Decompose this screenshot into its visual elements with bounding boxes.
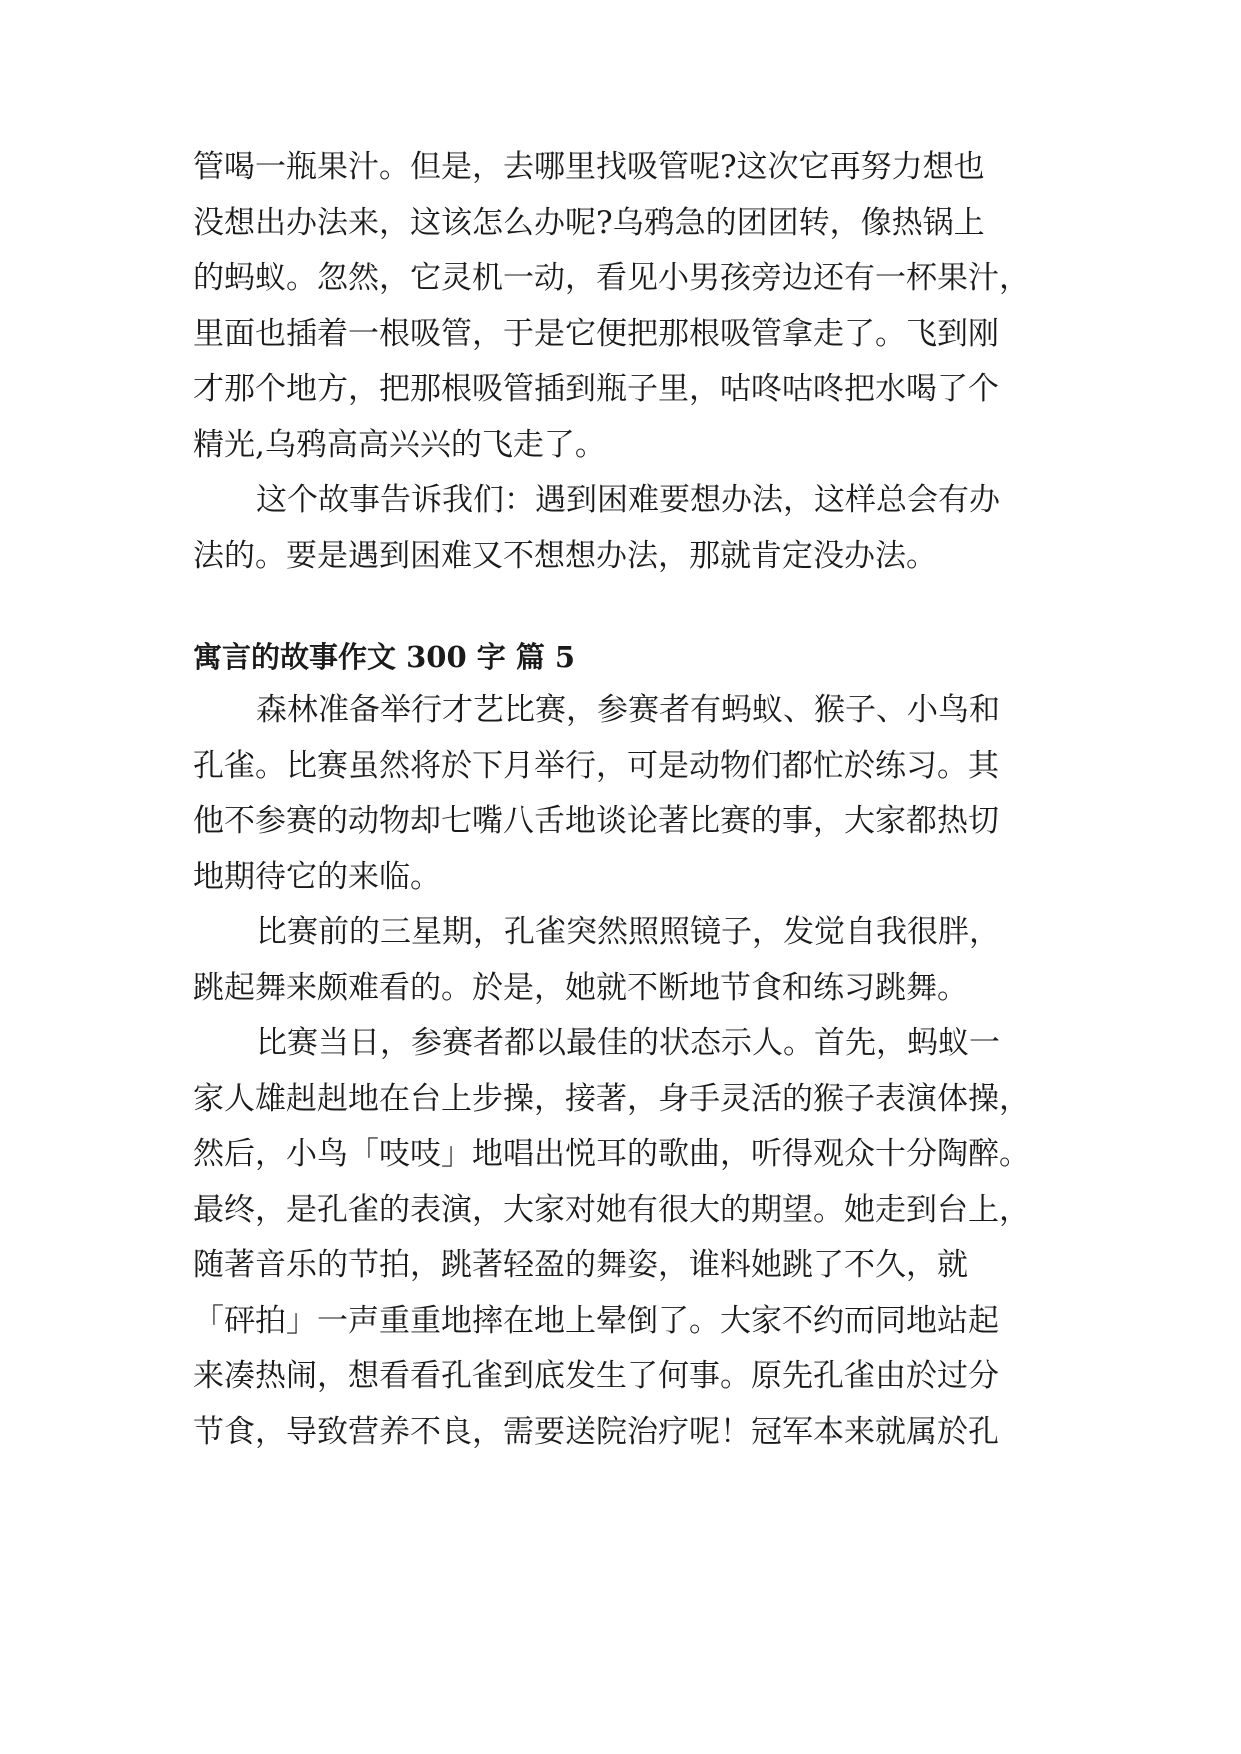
paragraph-5-line-1: 比赛当日，参赛者都以最佳的状态示人。首先，蚂蚁一 — [256, 1025, 1000, 1061]
paragraph-3-line-2: 孔雀。比赛虽然将於下月举行，可是动物们都忙於练习。其 — [193, 748, 999, 784]
paragraph-1-line-3: 的蚂蚁。忽然，它灵机一动，看见小男孩旁边还有一杯果汁， — [193, 260, 1030, 296]
paragraph-2-line-1: 这个故事告诉我们：遇到困难要想办法，这样总会有办 — [256, 482, 1000, 518]
paragraph-2-line-2: 法的。要是遇到困难又不想想办法，那就肯定没办法。 — [193, 538, 937, 574]
paragraph-5-line-7: 来凑热闹，想看看孔雀到底发生了何事。原先孔雀由於过分 — [193, 1358, 999, 1394]
paragraph-3-line-1: 森林准备举行才艺比赛，参赛者有蚂蚁、猴子、小鸟和 — [256, 692, 1000, 728]
paragraph-4-line-2: 跳起舞来颇难看的。於是，她就不断地节食和练习跳舞。 — [193, 970, 968, 1006]
paragraph-3-line-3: 他不参赛的动物却七嘴八舌地谈论著比赛的事，大家都热切 — [193, 803, 999, 839]
paragraph-1-line-5: 才那个地方，把那根吸管插到瓶子里，咕咚咕咚把水喝了个 — [193, 371, 999, 407]
paragraph-5-line-3: 然后，小鸟「吱吱」地唱出悦耳的歌曲，听得观众十分陶醉。 — [193, 1136, 1030, 1172]
paragraph-5-line-5: 随著音乐的节拍，跳著轻盈的舞姿，谁料她跳了不久，就 — [193, 1247, 968, 1283]
paragraph-5-line-8: 节食，导致营养不良，需要送院治疗呢！冠军本来就属於孔 — [193, 1414, 999, 1450]
paragraph-5-line-2: 家人雄赳赳地在台上步操，接著，身手灵活的猴子表演体操， — [193, 1081, 1030, 1117]
paragraph-4-line-1: 比赛前的三星期，孔雀突然照照镜子，发觉自我很胖， — [256, 914, 1000, 950]
paragraph-1-line-1: 管喝一瓶果汁。但是，去哪里找吸管呢?这次它再努力想也 — [193, 149, 985, 185]
paragraph-5-line-4: 最终，是孔雀的表演，大家对她有很大的期望。她走到台上， — [193, 1192, 1030, 1228]
paragraph-3-line-4: 地期待它的来临。 — [193, 859, 441, 895]
paragraph-1-line-2: 没想出办法来，这该怎么办呢?乌鸦急的团团转，像热锅上 — [193, 205, 985, 241]
paragraph-1-line-6: 精光,乌鸦高高兴兴的飞走了。 — [193, 427, 606, 463]
paragraph-1-line-4: 里面也插着一根吸管，于是它便把那根吸管拿走了。飞到刚 — [193, 316, 999, 352]
paragraph-5-line-6: 「砰拍」一声重重地摔在地上晕倒了。大家不约而同地站起 — [193, 1303, 999, 1339]
section-heading: 寓言的故事作文 300 字 篇 5 — [193, 640, 576, 674]
